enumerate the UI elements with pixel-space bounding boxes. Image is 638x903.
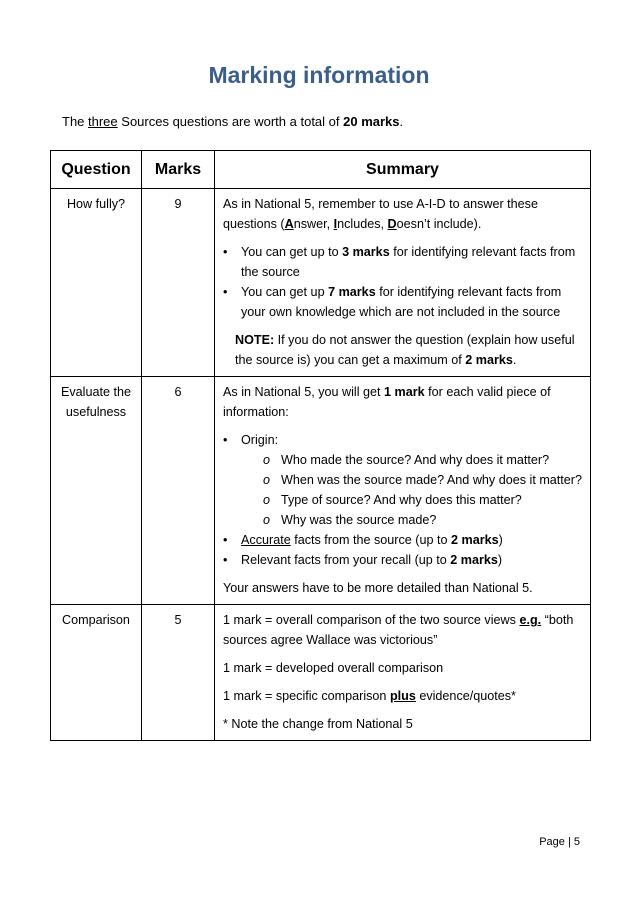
sub-list-item: o Type of source? And why does this matter? xyxy=(223,490,582,510)
header-marks: Marks xyxy=(142,151,215,189)
summary-intro: As in National 5, you will get 1 mark for each valid piece of information: xyxy=(223,385,551,419)
summary-cell xyxy=(215,377,591,605)
summary-intro: As in National 5, remember to use A-I-D to answer these questions (Answer, Includes, Doesn’t include). xyxy=(223,197,538,231)
marks-cell: 9 xyxy=(142,189,215,377)
marks-cell: 6 xyxy=(142,377,215,605)
list-item: • You can get up to 3 marks for identifying relevant facts from the source xyxy=(223,242,582,282)
summary-line: 1 mark = overall comparison of the two source views e.g. “both sources agree Wallace was victorious” xyxy=(223,613,574,647)
table-row xyxy=(51,189,591,377)
summary-line: 1 mark = specific comparison plus evidence/quotes* xyxy=(223,689,516,703)
table-row xyxy=(51,377,591,605)
sub-list-item: o Who made the source? And why does it matter? xyxy=(223,450,582,470)
page-title: Marking information xyxy=(208,62,430,88)
intro-text: The three Sources questions are worth a total of 20 marks. xyxy=(62,114,404,129)
sub-list-item: o Why was the source made? xyxy=(223,510,582,530)
sub-list-item: o When was the source made? And why does it matter? xyxy=(223,470,582,490)
question-cell: How fully? xyxy=(51,189,142,377)
summary-line: * Note the change from National 5 xyxy=(223,717,413,731)
summary-cell xyxy=(215,605,591,741)
note-text: NOTE: If you do not answer the question (explain how useful the source is) you can get a maximum of 2 marks. xyxy=(235,333,575,367)
list-item: • You can get up 7 marks for identifying relevant facts from your own knowledge which are not included in the source xyxy=(223,282,582,322)
closing-text: Your answers have to be more detailed than National 5. xyxy=(223,581,533,595)
summary-cell xyxy=(215,189,591,377)
marking-table xyxy=(50,150,591,741)
page-number: Page | 5 xyxy=(539,836,580,848)
table-row xyxy=(51,605,591,741)
question-cell: Evaluate the usefulness xyxy=(51,377,142,605)
header-question: Question xyxy=(51,151,142,189)
summary-line: 1 mark = developed overall comparison xyxy=(223,661,444,675)
header-summary: Summary xyxy=(215,151,591,189)
list-item: • Origin: xyxy=(223,430,582,450)
list-item: • Accurate facts from the source (up to 2 marks) xyxy=(223,530,582,550)
header-row xyxy=(51,151,591,189)
question-cell: Comparison xyxy=(51,605,142,741)
marks-cell: 5 xyxy=(142,605,215,741)
list-item: • Relevant facts from your recall (up to 2 marks) xyxy=(223,550,582,570)
